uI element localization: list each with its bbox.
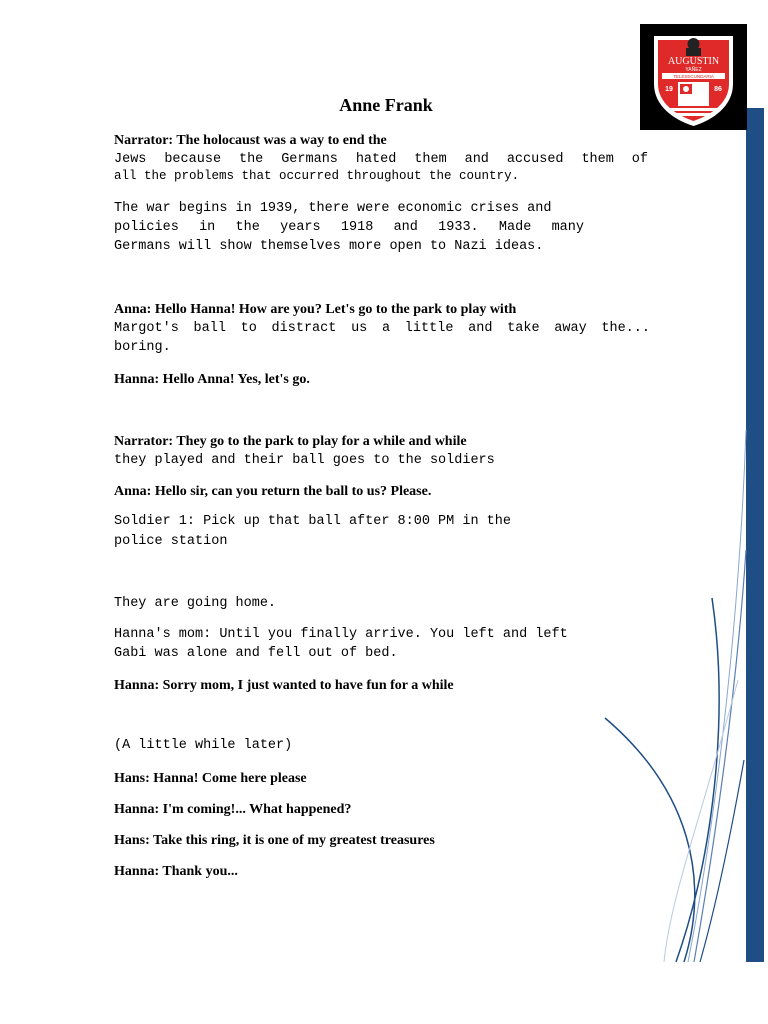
anna-line-1-cont: Margot's ball to distract us a little and take away the... xyxy=(114,321,650,336)
anna-line-1-cont-2: boring. xyxy=(114,340,171,355)
decorative-sidebar-bar xyxy=(746,108,764,962)
logo-sub-text: YAÑEZ xyxy=(685,67,702,73)
narrator-line-2-cont: they played and their ball goes to the soldiers xyxy=(114,453,495,468)
narrator-line-1-cont-2: all the problems that occurred throughout the country. xyxy=(114,169,520,183)
page-title: Anne Frank xyxy=(339,95,433,115)
mom-line-1-cont: Gabi was alone and fell out of bed. xyxy=(114,646,398,661)
mom-line-1: Hanna's mom: Until you finally arrive. You left and left xyxy=(114,627,568,642)
logo-name-text: AUGUSTIN xyxy=(667,56,720,67)
narrator-line-2: Narrator: They go to the park to play for a while and while xyxy=(114,434,467,449)
hanna-line-1: Hanna: Hello Anna! Yes, let's go. xyxy=(114,372,310,387)
hanna-line-2: Hanna: Sorry mom, I just wanted to have fun for a while xyxy=(114,678,454,693)
war-paragraph-line-3: Germans will show themselves more open to Nazi ideas. xyxy=(114,239,544,254)
narrator-line-1-cont: Jews because the Germans hated them and accused them of xyxy=(114,152,648,167)
logo-year-right: 86 xyxy=(714,86,722,93)
soldier-line-1-cont: police station xyxy=(114,534,228,549)
stage-direction-later: (A little while later) xyxy=(114,738,293,753)
anna-line-1: Anna: Hello Hanna! How are you? Let's go to the park to play with xyxy=(114,302,517,317)
narrator-line-1: Narrator: The holocaust was a way to end the xyxy=(114,133,387,148)
hanna-line-3: Hanna: I'm coming!... What happened? xyxy=(114,802,352,817)
logo-ribbon-text: TELESECUNDARIA xyxy=(673,74,714,79)
hans-line-2: Hans: Take this ring, it is one of my greatest treasures xyxy=(114,833,435,848)
hans-line-1: Hans: Hanna! Come here please xyxy=(114,771,307,786)
anna-line-2: Anna: Hello sir, can you return the ball to us? Please. xyxy=(114,484,432,499)
war-paragraph-line-1: The war begins in 1939, there were economic crises and xyxy=(114,201,552,216)
war-paragraph-line-2: policies in the years 1918 and 1933. Made many xyxy=(114,220,584,235)
stage-direction-going-home: They are going home. xyxy=(114,596,277,611)
hanna-line-4: Hanna: Thank you... xyxy=(114,864,238,879)
logo-year-left: 19 xyxy=(665,86,673,93)
soldier-line-1: Soldier 1: Pick up that ball after 8:00 PM in the xyxy=(114,514,511,529)
